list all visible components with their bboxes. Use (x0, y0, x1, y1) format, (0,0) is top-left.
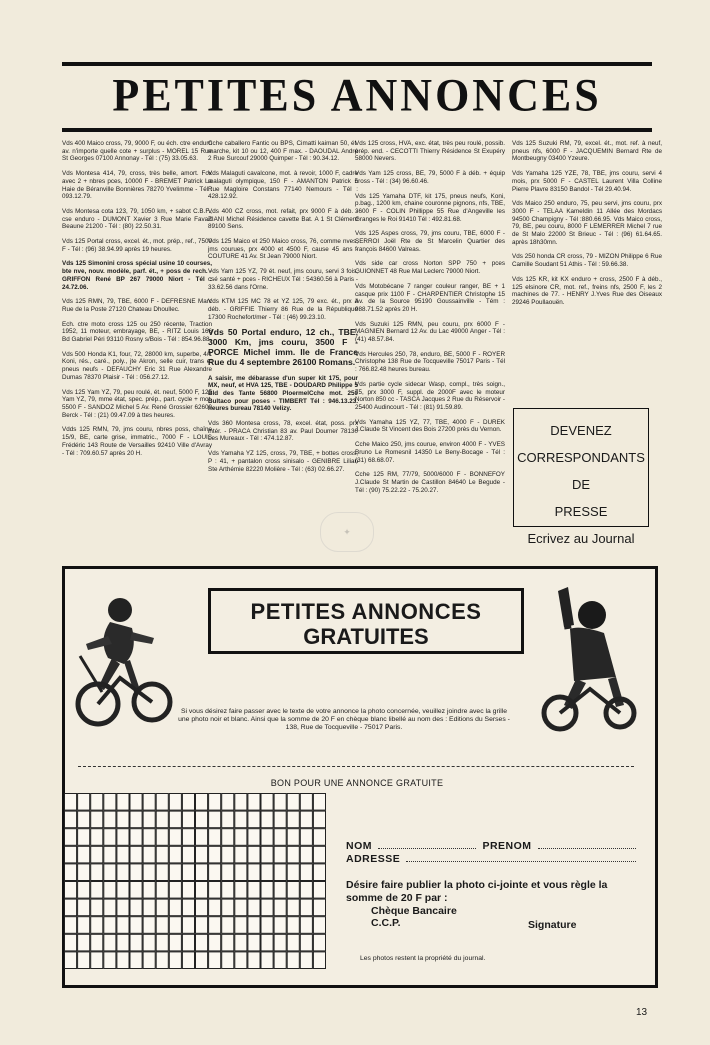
grid-cell[interactable] (287, 846, 299, 863)
grid-cell[interactable] (300, 811, 312, 828)
badge-subtitle: GRATUITES (303, 624, 429, 649)
classified-ad: Vds 125 Portal cross, excel. ét., mot. prép., ref., 7500 F - Tél : (96) 38.94.99 après 19 heures. (62, 238, 212, 253)
classified-ad: Vds Hercules 250, 78, enduro, BE, 5000 F - ROYER Christophe 138 Rue de Tocqueville 75017 Paris - Tél : 766.82.48 heures bureau. (355, 350, 505, 374)
grid-cell[interactable] (91, 811, 103, 828)
classified-ad: Vds 125 Suzuki RM, 79, excel. ét., mot. ref. à neuf, pneus nfs, 6000 F - JACQUEMIN Bernard Rte de Montbeugny 03400 Yzeure. (512, 140, 662, 163)
classified-ad: Vds Yamaha 125 YZE, 78, TBE, jms couru, servi 4 mois, prx 5000 F - CASTEL Laurent Villa Colline Pierre Plavre 83150 Bandol - Tél 29.40.94. (512, 170, 662, 193)
grid-cell[interactable] (274, 829, 286, 846)
name-field[interactable] (378, 840, 476, 849)
classified-ad: Vds Motobécane 7 ranger couleur ranger, BE + 1 casque prix 1100 F - CHARPENTIER Christophe 15 Av. de la Source 95190 Goussainville - Tém : 988.71.52 après 20 H. (355, 282, 505, 313)
grid-cell[interactable] (261, 952, 273, 969)
grid-cell[interactable] (182, 952, 194, 969)
grid-cell[interactable] (65, 794, 77, 811)
grid-cell[interactable] (91, 794, 103, 811)
grid-cell[interactable] (117, 952, 129, 969)
name-label: NOM (346, 840, 372, 852)
grid-cell[interactable] (248, 882, 260, 899)
grid-cell[interactable] (209, 811, 221, 828)
grid-cell[interactable] (91, 934, 103, 951)
grid-cell[interactable] (274, 882, 286, 899)
classified-ad: Vds 125 Simonini cross spécial usine 10 courses, bte nve, nouv. modèle, parf. ét., + poss de rech. - GRIFFON René BP 267 79000 Niort - Tél : 24.72.06. (62, 260, 212, 291)
grid-cell[interactable] (313, 952, 325, 969)
grid-cell[interactable] (117, 934, 129, 951)
grid-cell[interactable] (156, 934, 168, 951)
grid-cell[interactable] (130, 882, 142, 899)
classified-ad: Vdds 125 RMN, 79, jms couru, nbres poss, chaîne 15/9, BE, carte grise, immatric., 7000 F - LOUIS Frédéric 143 Route de Versailles 92410 Ville d'Avray - Tél : 709.60.57 après 20 H. (62, 426, 212, 457)
grid-cell[interactable] (248, 846, 260, 863)
payment-request: Désire faire publier la photo ci-jointe et vous règle la somme de 20 F par : (346, 879, 608, 904)
grid-cell[interactable] (117, 864, 129, 881)
grid-cell[interactable] (169, 899, 181, 916)
grid-cell[interactable] (235, 794, 247, 811)
grid-cell[interactable] (222, 882, 234, 899)
callout-line: PRESSE (554, 504, 608, 519)
library-stamp-icon: ✦ (320, 512, 374, 552)
grid-cell[interactable] (130, 811, 142, 828)
grid-cell[interactable] (130, 917, 142, 934)
grid-cell[interactable] (222, 811, 234, 828)
free-ads-instructions: Si vous désirez faire passer avec le texte de votre annonce la photo concernée, veuillez joindre avec la grille une photo noir et blanc. Ainsi que la somme de 20 F en chèque blanc libellé au nom des : Editions du Serses - 138, Rue de Tocqueville - 75017 Paris. (178, 708, 510, 732)
grid-cell[interactable] (274, 794, 286, 811)
classified-ad: Vds Yamaha 125 YZ, 77, TBE, 4000 F - DUREK J.Claude St Vincent des Bois 27200 près du Vernon. (355, 418, 505, 434)
motorcycle-rider-right-icon (520, 585, 640, 735)
grid-cell[interactable] (274, 846, 286, 863)
grid-cell[interactable] (182, 917, 194, 934)
grid-cell[interactable] (117, 794, 129, 811)
grid-cell[interactable] (156, 846, 168, 863)
grid-cell[interactable] (222, 952, 234, 969)
grid-cell[interactable] (91, 899, 103, 916)
grid-cell[interactable] (196, 952, 208, 969)
grid-cell[interactable] (78, 882, 90, 899)
grid-cell[interactable] (313, 934, 325, 951)
badge-title: PETITES ANNONCES (250, 599, 482, 624)
grid-cell[interactable] (196, 899, 208, 916)
grid-cell[interactable] (196, 934, 208, 951)
grid-cell[interactable] (182, 934, 194, 951)
grid-cell[interactable] (196, 846, 208, 863)
grid-cell[interactable] (313, 794, 325, 811)
grid-cell[interactable] (78, 794, 90, 811)
grid-cell[interactable] (130, 794, 142, 811)
grid-cell[interactable] (222, 794, 234, 811)
page-title: PETITES ANNONCES (112, 69, 602, 122)
grid-cell[interactable] (287, 952, 299, 969)
grid-cell[interactable] (261, 829, 273, 846)
grid-cell[interactable] (248, 864, 260, 881)
grid-cell[interactable] (91, 846, 103, 863)
grid-cell[interactable] (78, 952, 90, 969)
callout-line: DEVENEZ (550, 423, 612, 438)
classified-ad: Vds Yamaha YZ 125, cross, 79, TBE, + bottes cross, P : 41, + pantalon cross sinisalo - GENIBRE Lilian Ste Arthémie 82220 Molière - Tél : (63) 02.66.27. (208, 450, 358, 473)
grid-cell[interactable] (274, 934, 286, 951)
grid-cell[interactable] (130, 934, 142, 951)
grid-cell[interactable] (261, 794, 273, 811)
grid-cell[interactable] (274, 864, 286, 881)
grid-cell[interactable] (274, 952, 286, 969)
grid-cell[interactable] (287, 811, 299, 828)
classified-ad: Vds Malaguti cavalcone, mot. à revoir, 1000 F, cadre malaguti olympique, 150 F - AMANTON Patrick 5 Rue Magloire Constans 77140 Nemours - Tél : 428.12.92. (208, 170, 358, 201)
grid-cell[interactable] (248, 917, 260, 934)
grid-cell[interactable] (78, 846, 90, 863)
grid-cell[interactable] (117, 829, 129, 846)
grid-cell[interactable] (196, 829, 208, 846)
grid-cell[interactable] (91, 864, 103, 881)
grid-cell[interactable] (117, 811, 129, 828)
grid-cell[interactable] (182, 829, 194, 846)
classified-ad: Cche 125 RM, 77/79, 5000/6000 F - BONNEFOY J.Claude St Martin de Castillon 84640 Le Begude - Tél : (90) 75.22.22 - 75.20.27. (355, 471, 505, 494)
classified-ad: Vds 125 cross, HVA, exc. état, très peu roulé, possib. prép. end. - CECOTTI Thierry Résidence St Exupéry 58000 Nevers. (355, 140, 505, 163)
grid-cell[interactable] (261, 811, 273, 828)
grid-cell[interactable] (182, 899, 194, 916)
grid-cell[interactable] (156, 794, 168, 811)
grid-cell[interactable] (182, 864, 194, 881)
ads-column-2 (208, 140, 358, 480)
grid-cell[interactable] (117, 917, 129, 934)
grid-cell[interactable] (209, 917, 221, 934)
firstname-field[interactable] (538, 840, 636, 849)
grid-cell[interactable] (169, 846, 181, 863)
grid-cell[interactable] (300, 899, 312, 916)
grid-cell[interactable] (117, 882, 129, 899)
grid-cell[interactable] (300, 917, 312, 934)
grid-cell[interactable] (169, 917, 181, 934)
grid-cell[interactable] (287, 829, 299, 846)
address-row (346, 853, 642, 866)
classified-ad: Vds 500 Honda K1, four, 72, 28000 km, superbe, 4/1 Koni, rés., caré., poly., jte Akron, selle cuir, trans et pneus neufs - DEFAUCHY Eric 31 Rue Alexandre Dumas 78370 Plaisir - Tél : 056.27.12. (62, 350, 212, 381)
grid-cell[interactable] (235, 882, 247, 899)
grid-cell[interactable] (78, 917, 90, 934)
classified-ad: Vds 125 Aspes cross, 79, jms couru, TBE, 6000 F - SERROI Joël Rte de St Marcelin Quartier des françois 84600 Valreas. (355, 230, 505, 253)
name-row (346, 840, 642, 853)
grid-cell[interactable] (248, 829, 260, 846)
grid-cell[interactable] (143, 934, 155, 951)
grid-cell[interactable] (156, 864, 168, 881)
grid-cell[interactable] (130, 952, 142, 969)
grid-cell[interactable] (209, 864, 221, 881)
grid-cell[interactable] (156, 829, 168, 846)
grid-cell[interactable] (274, 899, 286, 916)
ads-column-1 (62, 140, 212, 464)
grid-cell[interactable] (169, 829, 181, 846)
grid-cell[interactable] (156, 882, 168, 899)
grid-cell[interactable] (169, 952, 181, 969)
grid-cell[interactable] (78, 829, 90, 846)
grid-cell[interactable] (143, 811, 155, 828)
grid-cell[interactable] (130, 829, 142, 846)
grid-cell[interactable] (313, 882, 325, 899)
classified-ad: Cche caballero Fantic ou BPS, Cimatti kaiman 50, ét. marche, kit 10 ou 12, 400 F max. - DAOUDAL André 2 Rue Surcouf 29000 Quimper - Tél : 90.34.12. (208, 140, 358, 163)
ads-column-4 (512, 140, 662, 314)
grid-cell[interactable] (287, 794, 299, 811)
classified-ad: Vds 360 Montesa cross, 78, excel. état, poss. prx intér. - PRACA Christian 83 av. Paul Doumer 78130 Les Mureaux - Tél : 474.12.87. (208, 420, 358, 443)
grid-cell[interactable] (313, 811, 325, 828)
grid-cell[interactable] (209, 899, 221, 916)
classified-ad: Vds Montesa 414, 79, cross, très belle, amort. Fox avec 2 + nbres pces, 10000 F - BREMET Patrick La Haie de Béranville Bonnières 78270 Yvelimme - Tél : 093.12.79. (62, 170, 212, 201)
grid-cell[interactable] (65, 846, 77, 863)
top-rule (62, 62, 652, 66)
grid-cell[interactable] (261, 882, 273, 899)
grid-cell[interactable] (169, 811, 181, 828)
grid-cell[interactable] (235, 829, 247, 846)
grid-cell[interactable] (235, 934, 247, 951)
grid-cell[interactable] (156, 899, 168, 916)
grid-cell[interactable] (65, 899, 77, 916)
grid-cell[interactable] (222, 846, 234, 863)
grid-cell[interactable] (130, 864, 142, 881)
grid-cell[interactable] (65, 934, 77, 951)
grid-cell[interactable] (91, 829, 103, 846)
grid-cell[interactable] (130, 899, 142, 916)
classified-ad: Vds 125 Yamaha DTF, kit 175, pneus neufs, Koni, p.bag., 1200 km, chaine couronne pignons, nfs, TBE, 3600 F - COLIN Phillippe 55 Rue d'Angeville les Granges le Roi 91410 Tél : 492.81.68. (355, 192, 505, 223)
grid-cell[interactable] (248, 952, 260, 969)
grid-cell[interactable] (156, 811, 168, 828)
grid-cell[interactable] (300, 846, 312, 863)
grid-cell[interactable] (300, 952, 312, 969)
classified-ad: Vds partie cycle sidecar Wasp, compl., très soign., 75, prx 3000 F, suppl. de 2000F avec le moteur Norton 850 cc - TASCA Jacques 2 Rue du Réservoir - 25400 Audincourt - Tél : (81) 91.59.89. (355, 380, 505, 411)
grid-cell[interactable] (313, 899, 325, 916)
grid-cell[interactable] (196, 794, 208, 811)
cut-line (78, 766, 634, 767)
grid-cell[interactable] (182, 882, 194, 899)
grid-cell[interactable] (65, 864, 77, 881)
grid-cell[interactable] (287, 917, 299, 934)
grid-cell[interactable] (65, 882, 77, 899)
grid-cell[interactable] (65, 952, 77, 969)
grid-cell[interactable] (235, 917, 247, 934)
grid-cell[interactable] (248, 899, 260, 916)
callout-line: DE (571, 477, 591, 492)
grid-cell[interactable] (78, 899, 90, 916)
classified-ad: Vds 125 KR, kit KX enduro + cross, 2500 F à déb., 125 elsinore CR, mot. ref., freins nfs, 2500 F, les 2 machines de 77. - HENRY J.Yves Rue des Oiseaux 29246 Poullaouën. (512, 275, 662, 306)
classified-ad: Vds Yam 125 cross, BE, 79, 5000 F à déb. + équip cross - Tél : (34) 96.60.46. (355, 170, 505, 185)
classified-ad: Vds 250 honda CR cross, 79 - MIZON Philippe 6 Rue Camille Soudant 51 Athis - Tél : 59.66.38. (512, 253, 662, 269)
grid-cell[interactable] (222, 934, 234, 951)
grid-cell[interactable] (182, 846, 194, 863)
grid-cell[interactable] (248, 811, 260, 828)
grid-cell[interactable] (104, 794, 116, 811)
grid-cell[interactable] (209, 934, 221, 951)
grid-cell[interactable] (235, 811, 247, 828)
grid-cell[interactable] (222, 829, 234, 846)
grid-cell[interactable] (169, 864, 181, 881)
classified-ad: Vds 125 Maico et 250 Maico cross, 76, comme nves, jms courues, prx 4000 et 4500 F, cause 45 ans - COUTURE 41 Av. St Jean 79000 Niort. (208, 238, 358, 261)
classified-ad: Vds 125 RMN, 79, TBE, 6000 F - DEFRESNE Marc Rue de la Poste 27120 Chateau Dhoullec. (62, 298, 212, 313)
classified-ad: Vds 125 Yam YZ, 79, peu roulé, ét. neuf, 5000 F, 125 Yam YZ, 79, mme état, spec. prép., part. cycle + mot. 5500 F - SANDOZ Michel 5 Av. René Grossier 62600 Berck - Tél : (21) 09.47.09 à ttes heures. (62, 388, 212, 419)
grid-cell[interactable] (313, 829, 325, 846)
ad-text-grid[interactable] (64, 793, 326, 969)
grid-cell[interactable] (196, 882, 208, 899)
grid-cell[interactable] (248, 794, 260, 811)
grid-cell[interactable] (65, 811, 77, 828)
grid-cell[interactable] (235, 864, 247, 881)
bottom-rule (62, 128, 652, 132)
grid-cell[interactable] (169, 934, 181, 951)
grid-cell[interactable] (91, 882, 103, 899)
grid-cell[interactable] (287, 934, 299, 951)
grid-cell[interactable] (143, 794, 155, 811)
grid-cell[interactable] (300, 829, 312, 846)
classified-ad: A saisir, me débarasse d'un super kit 175, pour MX, neuf, et HVA 125, TBE - DOUDARD Philippe 5 Bld des Tante 56800 PloermelCche mot. 250 Bultaco pour poses - TIMBERT Tél : 946.13.23. heures bureau 78140 Velizy. (208, 374, 358, 413)
classified-ad: Vds 400 Maico cross, 79, 9000 F, ou éch. ctre enduro av. n'importe quelle cote + surplus - MOREL 15 Rue St Georges 07100 Annonay - Tél : (75) 33.05.63. (62, 140, 212, 163)
grid-cell[interactable] (104, 899, 116, 916)
grid-cell[interactable] (104, 934, 116, 951)
grid-cell[interactable] (287, 864, 299, 881)
grid-cell[interactable] (300, 882, 312, 899)
payment-option-ccp[interactable]: C.C.P. (371, 917, 401, 929)
grid-cell[interactable] (117, 899, 129, 916)
correspondents-callout (513, 408, 649, 546)
motocross-rider-left-icon (68, 592, 178, 732)
firstname-label: PRENOM (482, 840, 532, 852)
grid-cell[interactable] (196, 864, 208, 881)
grid-cell[interactable] (143, 846, 155, 863)
signature-label: Signature (528, 919, 577, 931)
grid-cell[interactable] (143, 882, 155, 899)
grid-cell[interactable] (222, 917, 234, 934)
grid-cell[interactable] (78, 934, 90, 951)
grid-cell[interactable] (196, 811, 208, 828)
grid-cell[interactable] (300, 864, 312, 881)
grid-cell[interactable] (104, 811, 116, 828)
grid-cell[interactable] (235, 899, 247, 916)
grid-cell[interactable] (235, 952, 247, 969)
callout-line: CORRESPONDANTS (517, 450, 645, 465)
classified-ad: Vds 50 Portal enduro, 12 ch., TBE, 3000 Km, jms couru, 3500 F - PORCE Michel imm. Ile de France Rue du 4 septembre 26100 Romans. (208, 327, 358, 367)
grid-cell[interactable] (169, 794, 181, 811)
classified-ad: Vds KTM 125 MC 78 et YZ 125, 79 exc. ét., prx à déb. - GRIFFIE Thierry 86 Rue de la République 17300 Rochefort/mer - Tél : (46) 99.23.10. (208, 298, 358, 321)
coupon-title: BON POUR UNE ANNONCE GRATUITE (270, 778, 444, 788)
grid-cell[interactable] (300, 794, 312, 811)
grid-cell[interactable] (274, 811, 286, 828)
grid-cell[interactable] (287, 882, 299, 899)
grid-cell[interactable] (274, 917, 286, 934)
grid-cell[interactable] (104, 829, 116, 846)
grid-cell[interactable] (104, 846, 116, 863)
address-label: ADRESSE (346, 853, 401, 865)
grid-cell[interactable] (117, 846, 129, 863)
grid-cell[interactable] (143, 829, 155, 846)
grid-cell[interactable] (261, 917, 273, 934)
grid-cell[interactable] (261, 846, 273, 863)
grid-cell[interactable] (222, 864, 234, 881)
grid-cell[interactable] (65, 829, 77, 846)
address-field[interactable] (406, 853, 636, 862)
grid-cell[interactable] (78, 864, 90, 881)
grid-cell[interactable] (261, 899, 273, 916)
grid-cell[interactable] (209, 882, 221, 899)
grid-cell[interactable] (313, 846, 325, 863)
classified-ad: Vds 400 CZ cross, mot. refait, prx 9000 F à déb. - ZIANI Michel Résidence cavette Bat. A 1 St Clément 89100 Sens. (208, 207, 358, 231)
grid-cell[interactable] (156, 917, 168, 934)
grid-cell[interactable] (209, 829, 221, 846)
page-number: 13 (636, 1007, 648, 1018)
grid-cell[interactable] (235, 846, 247, 863)
classified-ad: Vds Maico 250 enduro, 75, peu servi, jms couru, prx 3000 F - TELAA Kameldin 11 Allée des Mordacs 94500 Champigny - Tél :880.66.95. Vds Maico cross, 79, BE, peu couru, 8000 F LEMERRER Michel 7 rue de St Malo 22000 St Brieuc - Tél : (96) 61.64.65. après 18h30mn. (512, 200, 662, 246)
grid-cell[interactable] (143, 864, 155, 881)
grid-cell[interactable] (248, 934, 260, 951)
grid-cell[interactable] (104, 864, 116, 881)
classified-ad: Vds side car cross Norton SPP 750 + pces GUIONNET 48 Rue Mal Leclerc 79000 Niort. (355, 260, 505, 276)
grid-cell[interactable] (182, 811, 194, 828)
callout-line: Ecrivez au Journal (527, 531, 635, 546)
grid-cell[interactable] (78, 811, 90, 828)
classified-ad: Vds Suzuki 125 RMN, peu couru, prx 6000 F - MAGNIEN Bernard 12 Av. du Lac 49000 Anger - Tél : (41) 48.57.84. (355, 320, 505, 344)
classified-ad: Vds Montesa cota 123, 79, 1050 km, + sabot C.B.F., cse enduro - DUMONT Xavier 3 Rue Marie Favart Beaune 21200 - Tél : (80) 22.50.31. (62, 207, 212, 231)
photo-rights-note: Les photos restent la propriété du journal. (360, 955, 486, 962)
grid-cell[interactable] (130, 846, 142, 863)
grid-cell[interactable] (313, 917, 325, 934)
classified-ad: Cche Maico 250, jms courue, environ 4000 F - YVES Bruno Le Romesnil 14350 Le Beny-Bocage - Tél : (31) 68.68.07. (355, 441, 505, 464)
grid-cell[interactable] (104, 917, 116, 934)
grid-cell[interactable] (300, 934, 312, 951)
ads-column-3 (355, 140, 505, 501)
grid-cell[interactable] (287, 899, 299, 916)
grid-cell[interactable] (182, 794, 194, 811)
grid-cell[interactable] (65, 917, 77, 934)
grid-cell[interactable] (104, 882, 116, 899)
grid-cell[interactable] (143, 899, 155, 916)
grid-cell[interactable] (143, 952, 155, 969)
grid-cell[interactable] (313, 864, 325, 881)
classified-ad: Vds Yam 125 YZ, 79 ét. neuf, jms couru, servi 3 fois, csé santé + pces - RICHEUX Tél : 54360.56 à Paris - 33.62.56 dans l'Orne. (208, 268, 358, 291)
grid-cell[interactable] (143, 917, 155, 934)
coupon-form (346, 840, 642, 929)
grid-cell[interactable] (91, 952, 103, 969)
grid-cell[interactable] (104, 952, 116, 969)
free-ads-badge (208, 588, 524, 654)
grid-cell[interactable] (156, 952, 168, 969)
grid-cell[interactable] (196, 917, 208, 934)
grid-cell[interactable] (209, 846, 221, 863)
page-header (62, 62, 652, 132)
grid-cell[interactable] (91, 917, 103, 934)
grid-cell[interactable] (222, 899, 234, 916)
classified-ad: Ech. ctre moto cross 125 ou 250 récente, Traction 1952, 11 moteur, embrayage, BE, - RITZ Louis 166 Bd Gabriel Péri 93110 Rosny s/Bois - Tél : 854.96.88. (62, 320, 212, 344)
grid-cell[interactable] (169, 882, 181, 899)
grid-cell[interactable] (209, 794, 221, 811)
grid-cell[interactable] (261, 934, 273, 951)
grid-cell[interactable] (261, 864, 273, 881)
grid-cell[interactable] (209, 952, 221, 969)
payment-option-cheque[interactable]: Chèque Bancaire (371, 905, 457, 917)
